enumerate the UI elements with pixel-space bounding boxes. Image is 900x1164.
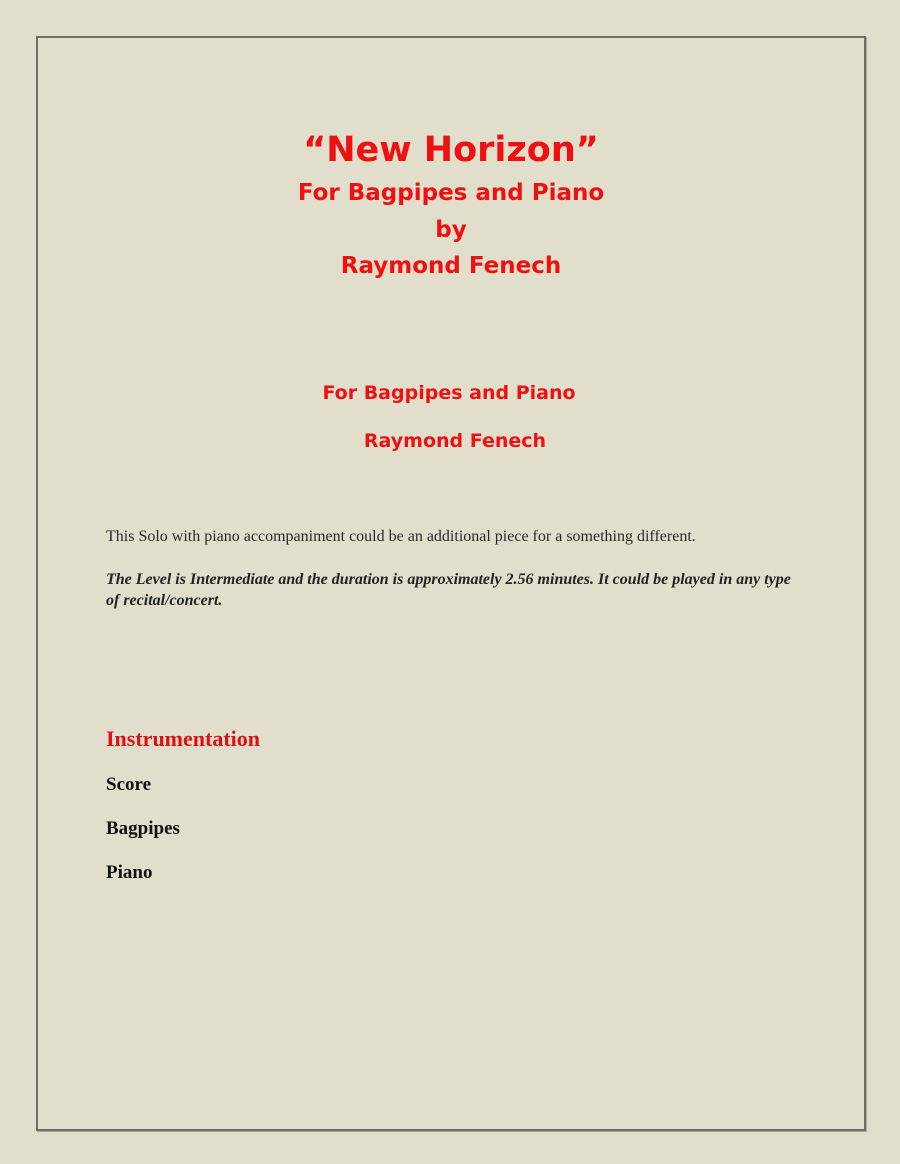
repeat-composer: Raymond Fenech <box>363 430 547 452</box>
instrumentation-item-score: Score <box>106 774 152 795</box>
instrumentation-item-piano: Piano <box>106 862 153 883</box>
instrumentation-heading: Instrumentation <box>106 726 261 751</box>
page-frame <box>36 36 866 1131</box>
by-line: by <box>435 217 467 243</box>
description-text: This Solo with piano accompaniment could be an additional piece for a something different. <box>106 528 696 545</box>
instrumentation-subtitle: For Bagpipes and Piano <box>297 180 605 206</box>
repeat-subtitle: For Bagpipes and Piano <box>322 382 576 404</box>
composer-name: Raymond Fenech <box>340 253 562 279</box>
level-duration-note: The Level is Intermediate and the duration is approximately 2.56 minutes. It could be played in any type of recital/concert. <box>106 571 791 609</box>
piece-title: “New Horizon” <box>303 130 599 170</box>
instrumentation-item-bagpipes: Bagpipes <box>106 818 180 839</box>
